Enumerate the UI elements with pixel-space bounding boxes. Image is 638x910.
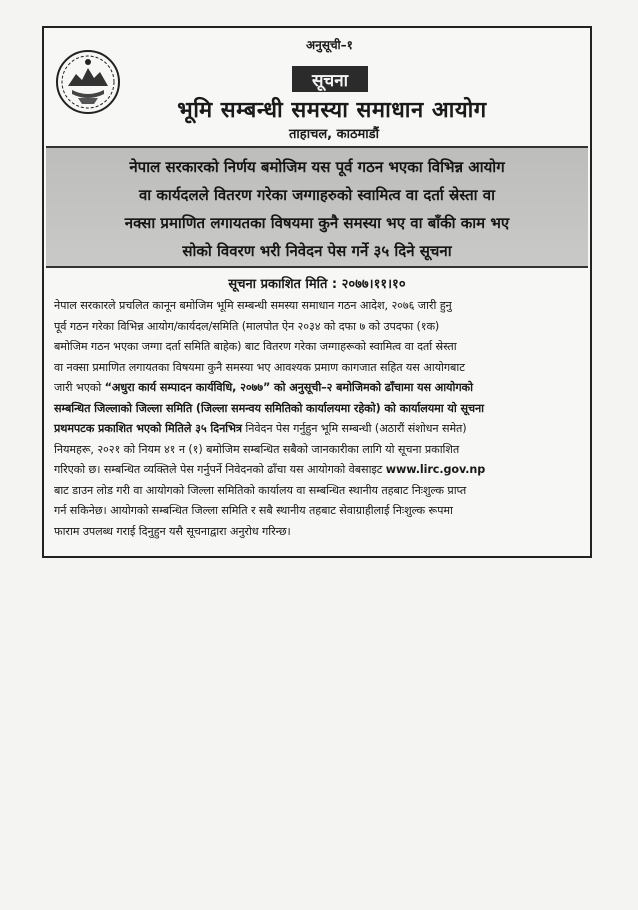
procedure-reference: “अधुरा कार्य सम्पादन कार्यविधि, २०७७” को अनुसूची–२ बमोजिमको ढाँचामा यस आयोगको [104, 381, 473, 394]
body-line: सम्बन्धित जिल्लाको जिल्ला समिति (जिल्ला समन्वय समितिको कार्यालयमा रहेको) को कार्यालयमा यो सूचना [54, 401, 484, 415]
notice-body [54, 296, 584, 542]
body-line: पूर्व गठन गरेका विभिन्न आयोग/कार्यदल/समिति (मालपोत ऐन २०३४ को दफा ७ को उपदफा (१क) [54, 319, 440, 333]
body-text-segment: निवेदन पेस गर्नुहुन भूमि सम्बन्धी (अठारौं संशोधन समेत) [241, 422, 467, 435]
notice-title-text: सूचना [311, 70, 349, 91]
headline-line: सोको विवरण भरी निवेदन पेस गर्ने ३५ दिने सूचना [182, 242, 452, 260]
body-line [54, 460, 584, 481]
website-link[interactable]: www.lirc.gov.np [385, 463, 486, 476]
body-line: बाट डाउन लोड गरी वा आयोगको जिल्ला समितिको कार्यालय वा सम्बन्धित स्थानीय तहबाट निःशुल्क प्राप्त [54, 483, 467, 497]
annex-label: अनुसूची–१ [306, 38, 353, 52]
publication-date-label: सूचना प्रकाशित मिति : [228, 277, 338, 292]
body-line: वा नक्सा प्रमाणित लगायतका विषयमा कुनै समस्या भए आवश्यक प्रमाण कागजात सहित यस आयोगबाट [54, 360, 465, 374]
body-line: नेपाल सरकारले प्रचलित कानून बमोजिम भूमि सम्बन्धी समस्या समाधान गठन आदेश, २०७६ जारी हुनु [54, 299, 452, 312]
body-line [54, 419, 584, 440]
body-line [54, 378, 584, 399]
headline-line: वा कार्यदलले वितरण गरेका जग्गाहरुको स्वामित्व वा दर्ता स्रेस्ता वा [138, 186, 496, 204]
headline-line: नक्सा प्रमाणित लगायतका विषयमा कुनै समस्या भए वा बाँकी काम भए [124, 214, 510, 232]
body-line: बमोजिम गठन भएका जग्गा दर्ता समिति बाहेक) बाट वितरण गरेका जग्गाहरूको स्वामित्व वा दर्ता स्रेस्ता [54, 340, 457, 353]
organization-location: ताहाचल, काठमाडौं [289, 127, 379, 142]
deadline-text: प्रथमपटक प्रकाशित भएको मितिले ३५ दिनभित्र [54, 422, 242, 435]
publication-date [44, 274, 590, 292]
headline-line: नेपाल सरकारको निर्णय बमोजिम यस पूर्व गठन भएका विभिन्न आयोग [129, 158, 505, 176]
body-line: नियमहरू, २०२१ को नियम ४१ न (१) बमोजिम सम्बन्धित सबैको जानकारीका लागि यो सूचना प्रकाशित [54, 442, 460, 456]
body-line: फाराम उपलब्ध गराई दिनुहुन यसै सूचनाद्वारा अनुरोध गरिन्छ। [54, 524, 291, 538]
nepal-government-emblem-icon [54, 48, 122, 116]
notice-title [292, 66, 368, 92]
notice-box [42, 26, 592, 558]
body-text-segment: गरिएको छ। सम्बन्धित व्यक्तिले पेस गर्नुपर्ने निवेदनको ढाँचा यस आयोगको वेबसाइट [54, 463, 386, 476]
body-text-segment: जारी भएको [54, 381, 105, 394]
body-line: गर्न सकिनेछ। आयोगको सम्बन्धित जिल्ला समिति र सबै स्थानीय तहबाट सेवाग्राहीलाई निःशुल्क रूपमा [54, 504, 453, 517]
headline-banner [46, 146, 588, 268]
publication-date-value: २०७७।११।१० [341, 277, 406, 292]
organization-name: भूमि सम्बन्धी समस्या समाधान आयोग [177, 98, 487, 123]
